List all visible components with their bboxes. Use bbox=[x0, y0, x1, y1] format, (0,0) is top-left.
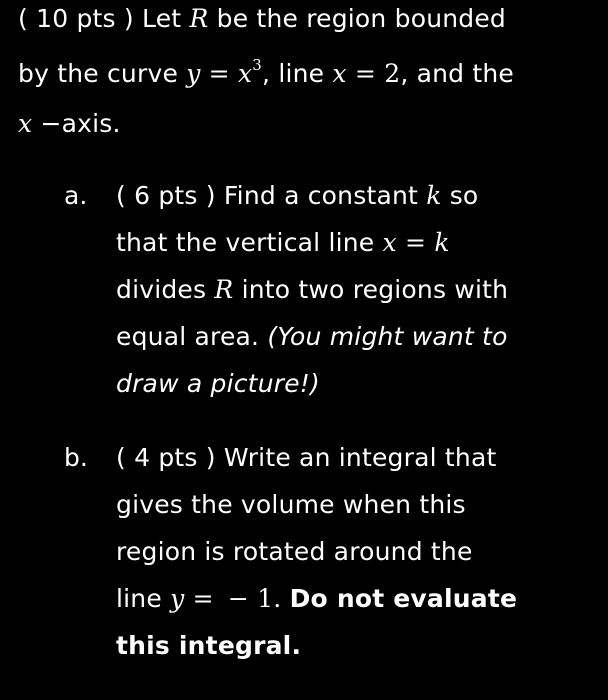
math-exponent: 3 bbox=[252, 56, 263, 74]
math-x: x bbox=[18, 109, 33, 138]
part-b-line-5 bbox=[116, 631, 301, 661]
part-a-hint: (You might want to bbox=[267, 322, 508, 351]
part-b-line-1 bbox=[116, 443, 496, 473]
part-b-text: Write an integral that bbox=[223, 443, 497, 472]
part-a-text: into two regions with bbox=[241, 275, 509, 304]
part-a-line-2 bbox=[116, 228, 450, 258]
math-equals: = bbox=[354, 59, 377, 88]
problem-text: by the curve bbox=[18, 59, 179, 88]
math-y: y bbox=[170, 584, 185, 613]
part-b-text: gives the volume when this bbox=[116, 490, 466, 519]
math-number: 2 bbox=[384, 59, 401, 88]
part-b-label: b. bbox=[64, 443, 88, 472]
part-b-line-4 bbox=[116, 584, 517, 614]
math-k: k bbox=[426, 181, 442, 210]
part-a-line-3 bbox=[116, 275, 508, 305]
problem-points: ( 10 pts ) bbox=[18, 4, 134, 33]
part-b-text: line bbox=[116, 584, 162, 613]
math-equals: = bbox=[208, 59, 230, 88]
math-R: R bbox=[214, 275, 234, 304]
part-a-hint: draw a picture!) bbox=[116, 369, 320, 398]
part-a-points: ( 6 pts ) bbox=[116, 181, 216, 210]
math-y: y bbox=[186, 59, 201, 88]
part-b-text: region is rotated around the bbox=[116, 537, 473, 566]
part-a-line-5 bbox=[116, 369, 320, 399]
problem-text: Let bbox=[142, 4, 182, 33]
math-equals: = bbox=[405, 228, 427, 257]
math-x: x bbox=[332, 59, 347, 88]
math-minus: − bbox=[227, 584, 250, 613]
math-number: 1. bbox=[257, 584, 282, 613]
problem-text: , and the bbox=[400, 59, 515, 88]
part-a-text: that the vertical line bbox=[116, 228, 375, 257]
problem-line-2 bbox=[18, 56, 515, 92]
part-a-line-4 bbox=[116, 322, 508, 352]
math-k: k bbox=[434, 228, 450, 257]
part-a-text: so bbox=[449, 181, 479, 210]
part-b-line-2 bbox=[116, 490, 466, 520]
part-a-text: equal area. bbox=[116, 322, 260, 351]
problem-line-1 bbox=[18, 4, 506, 34]
part-a-label: a. bbox=[64, 181, 88, 210]
part-a-text: Find a constant bbox=[223, 181, 419, 210]
problem-text: be the region bounded bbox=[216, 4, 506, 33]
math-equals: = bbox=[192, 584, 214, 613]
problem-line-3 bbox=[18, 109, 121, 139]
part-b-line-3 bbox=[116, 537, 473, 567]
problem-text: , line bbox=[262, 59, 325, 88]
part-a-text: divides bbox=[116, 275, 207, 304]
part-a-line-1 bbox=[116, 181, 478, 211]
part-b-instruction: this integral. bbox=[116, 631, 302, 660]
math-x: x bbox=[382, 228, 397, 257]
math-x: x bbox=[237, 59, 253, 88]
problem-text: −axis. bbox=[40, 109, 121, 138]
part-b-points: ( 4 pts ) bbox=[116, 443, 216, 472]
math-R: R bbox=[189, 4, 209, 33]
part-b-instruction: Do not evaluate bbox=[289, 584, 518, 613]
